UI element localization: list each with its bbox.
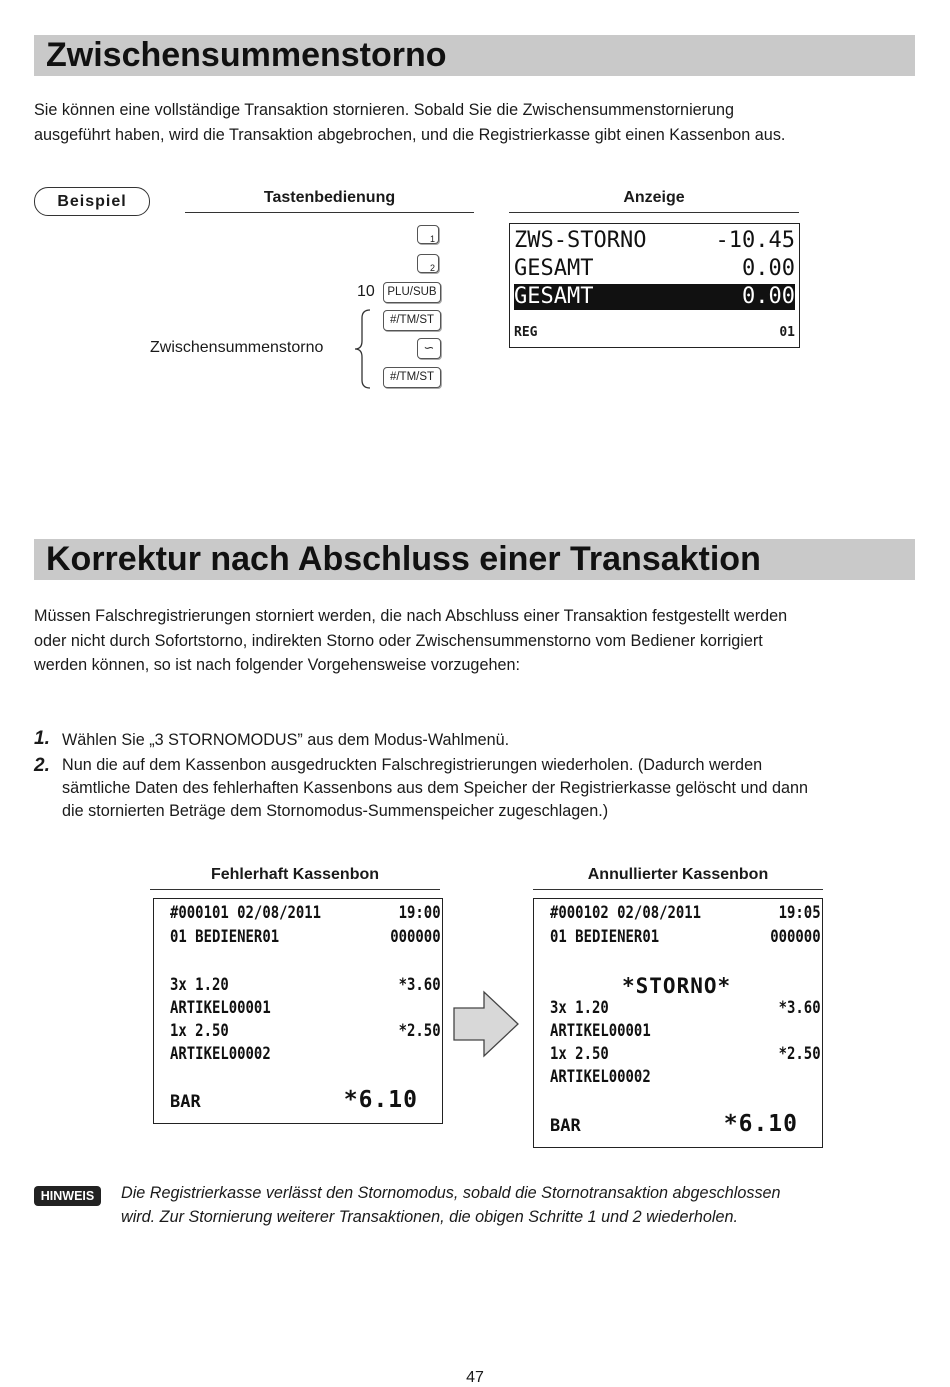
receipt-line: [170, 903, 441, 923]
intro-line: werden können, so ist nach folgender Vorgehensweise vorzugehen:: [34, 656, 520, 674]
display-row-value: -10.45: [715, 228, 795, 253]
receipt-line: [170, 1021, 441, 1041]
receipt-line-right: 000000: [390, 927, 441, 947]
receipt-line: [170, 975, 441, 995]
key-2-label: 2: [429, 263, 435, 273]
receipt-line: [170, 998, 441, 1018]
receipt-line-left: #000102 02/08/2011: [550, 903, 702, 923]
step-line: die stornierten Beträge dem Stornomodus-Summenspeicher zugeschlagen.): [62, 802, 609, 820]
receipt-line-left: 3x 1.20: [550, 998, 609, 1018]
step-text: [62, 754, 808, 823]
curly-brace-icon: [352, 308, 376, 390]
operator-display: [509, 223, 800, 348]
key-1-label: 1: [429, 234, 435, 244]
display-row: [514, 228, 795, 254]
note-text: [121, 1181, 781, 1229]
intro-line: Sie können eine vollständige Transaktion stornieren. Sobald Sie die Zwischensummenstornierung: [34, 101, 735, 119]
display-row-value: 0.00: [742, 284, 795, 309]
step-line: Wählen Sie „3 STORNOMODUS” aus dem Modus-Wahlmenü.: [62, 731, 510, 749]
page-number: 47: [466, 1369, 484, 1386]
step-text: [62, 729, 509, 752]
receipt-left-header-rule: [150, 889, 440, 890]
display-row-label: GESAMT: [514, 284, 594, 309]
tm-st-key: #/TM/ST: [383, 310, 441, 331]
storno-marker: *STORNO*: [622, 974, 732, 998]
receipt-line: [550, 927, 821, 947]
display-row-label: GESAMT: [514, 256, 594, 281]
receipt-right-header: Annullierter Kassenbon: [587, 866, 769, 883]
display-row: [514, 256, 795, 282]
note-line: wird. Zur Stornierung weiterer Transaktionen, die obigen Schritte 1 und 2 wiederholen.: [121, 1208, 738, 1226]
receipt-line-right: *3.60: [398, 975, 441, 995]
intro-line: oder nicht durch Sofortstorno, indirekten Storno oder Zwischensummenstorno vom Bediener korrigiert: [34, 631, 763, 650]
receipt-line-left: ARTIKEL00002: [170, 1044, 271, 1064]
step-line: Nun die auf dem Kassenbon ausgedruckten Falschregistrierungen wiederholen. (Dadurch werden: [62, 756, 763, 774]
brace-label: Zwischensummenstorno: [150, 339, 324, 356]
voided-receipt: [533, 898, 823, 1148]
example-badge: [34, 187, 150, 216]
tm-st-key: #/TM/ST: [383, 367, 441, 388]
keys-header-rule: [185, 212, 474, 213]
receipt-line-left: 1x 2.50: [550, 1044, 609, 1064]
section-title: Korrektur nach Abschluss einer Transaktion: [46, 540, 761, 578]
receipt-line-right: *2.50: [778, 1044, 821, 1064]
arrow-right-icon: [452, 990, 520, 1058]
receipt-line-left: 01 BEDIENER01: [170, 927, 280, 947]
void-key: ∽: [417, 338, 441, 359]
key-1: [417, 225, 439, 244]
receipt-line-left: ARTIKEL00001: [170, 998, 271, 1018]
receipt-line: [550, 1067, 821, 1087]
receipt-line: [550, 1021, 821, 1041]
section-heading-bar: [34, 539, 915, 580]
keys-header: Tastenbedienung: [263, 189, 396, 206]
display-row-highlighted: [514, 284, 795, 310]
step-number: 2.: [34, 755, 50, 776]
receipt-line-right: *2.50: [398, 1021, 441, 1041]
receipt-line: [550, 1044, 821, 1064]
section-title: Zwischensummenstorno: [46, 36, 447, 74]
step-number: 1.: [34, 728, 50, 749]
receipt-line-right: 000000: [770, 927, 821, 947]
receipt-line-left: ARTIKEL00001: [550, 1021, 651, 1041]
receipt-total-label: BAR: [550, 1116, 581, 1136]
intro-line: Müssen Falschregistrierungen storniert werden, die nach Abschluss einer Transaktion festgestellt werden: [34, 607, 788, 625]
note-badge: HINWEIS: [34, 1186, 101, 1206]
display-row-label: ZWS-STORNO: [514, 228, 647, 253]
receipt-line-left: 3x 1.20: [170, 975, 229, 995]
receipt-left-header: Fehlerhaft Kassenbon: [210, 866, 380, 883]
receipt-total-label: BAR: [170, 1092, 201, 1112]
key-2: [417, 254, 439, 273]
section-heading-bar: [34, 35, 915, 76]
intro-paragraph: [34, 98, 914, 147]
receipt-right-header-rule: [533, 889, 823, 890]
receipt-line-right: *3.60: [778, 998, 821, 1018]
receipt-line-left: ARTIKEL00002: [550, 1067, 651, 1087]
receipt-line-left: 01 BEDIENER01: [550, 927, 660, 947]
note-line: Die Registrierkasse verlässt den Stornomodus, sobald die Stornotransaktion abgeschlossen: [121, 1184, 781, 1202]
receipt-line: [550, 903, 821, 923]
receipt-line: [550, 998, 821, 1018]
receipt-total-value: *6.10: [343, 1087, 418, 1113]
display-clerk: 01: [779, 325, 795, 340]
plu-quantity-prefix: 10: [357, 283, 375, 300]
display-header-rule: [509, 212, 799, 213]
faulty-receipt: [153, 898, 443, 1124]
plu-sub-key: PLU/SUB: [383, 282, 441, 303]
intro-line: ausgeführt haben, wird die Transaktion abgebrochen, und die Registrierkasse gibt einen Kassenbon aus.: [34, 125, 786, 144]
receipt-total-value: *6.10: [723, 1111, 798, 1137]
display-row-value: 0.00: [742, 256, 795, 281]
receipt-line-right: 19:05: [778, 903, 821, 923]
receipt-line-right: 19:00: [398, 903, 441, 923]
display-header: Anzeige: [623, 189, 685, 206]
receipt-line: [170, 1044, 441, 1064]
display-status-line: [514, 325, 795, 340]
example-label: Beispiel: [57, 193, 127, 210]
step-line: sämtliche Daten des fehlerhaften Kassenbons aus dem Speicher der Registrierkasse gelöscht und dann: [62, 779, 808, 797]
receipt-line: [170, 927, 441, 947]
intro-paragraph: [34, 604, 914, 678]
receipt-line-left: 1x 2.50: [170, 1021, 229, 1041]
receipt-line-left: #000101 02/08/2011: [170, 903, 322, 923]
display-mode: REG: [514, 325, 538, 340]
